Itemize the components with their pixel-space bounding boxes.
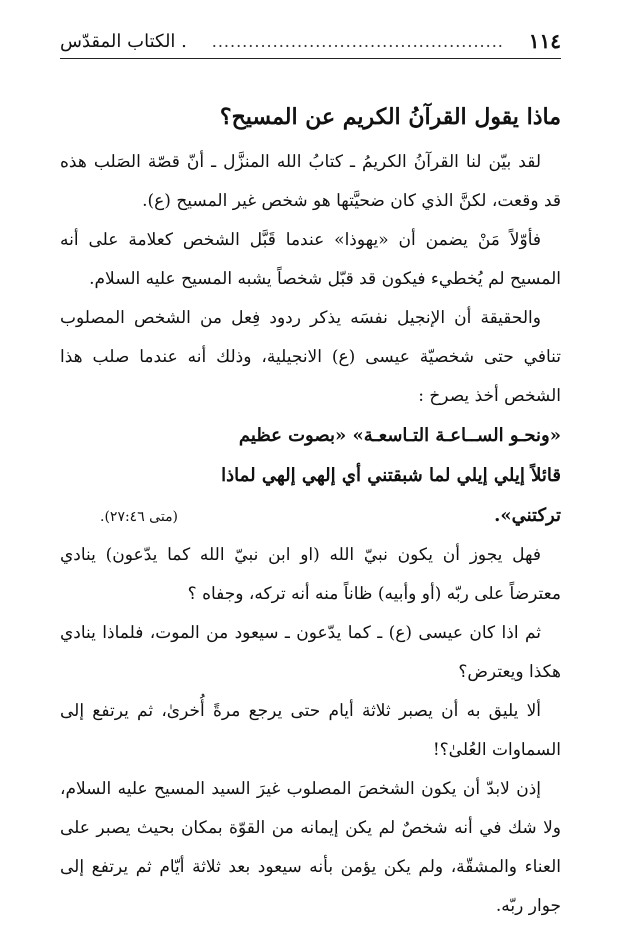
gospel-quote <box>60 416 561 536</box>
section-heading: ماذا يقول القرآنُ الكريم عن المسيح؟ <box>219 104 561 130</box>
quote-line-2: قائلاً إيلي إيلي لما شبقتني أي إلهي إلهي لماذا <box>221 465 561 486</box>
quote-citation: (متى ٢٧:٤٦). <box>100 509 179 525</box>
paragraph-3: والحقيقة أن الإنجيل نفسَه يذكر ردود فِعل من الشخص المصلوب تنافي حتى شخصيّة عيسى (ع) الانجيلية، وذلك أنه عندما صلب هذا الشخص أخذ يصرخ : <box>60 308 561 406</box>
page-header <box>60 24 561 59</box>
paragraph-1: لقد بيّن لنا القرآنُ الكريمُ ـ كتابُ الله المنزَّل ـ أنّ قصّة الصَلب هذه قد وقعت، لكنَّ الذي كان ضحيَّتها هو شخص غير المسيح (ع). <box>60 152 561 211</box>
quote-line-1: «ونحـو الســاعـة التـاسعـة» «بصوت عظيم <box>238 425 561 446</box>
running-title: . الكتاب المقدّس <box>60 30 187 52</box>
quote-last-row <box>60 496 561 536</box>
paragraph-2: فأوّلاً مَنْ يضمن أن «يهوذا» عندما قَبَّل الشخص كعلامة على أنه المسيح لم يُخطيء فيكون قد قبّل شخصاً يشبه المسيح عليه السلام. <box>60 230 561 289</box>
paragraph-6: ألا يليق به أن يصبر ثلاثة أيام حتى يرجع مرةً أُخرىٰ، ثم يرتفع إلى السماوات العُلىٰ؟! <box>60 701 561 760</box>
paragraph-7: إذن لابدّ أن يكون الشخصَ المصلوب غيرَ السيد المسيح عليه السلام، ولا شك في أنه شخصٌ لم يكن إيمانه من القوّة بمكان بحيث يصبر على العناء والمشقّة، ولم يكن يؤمن بأنه سيعود بعد ثلاثة أيّام ثم يرتفع إلى جوار ربّه. <box>60 779 561 916</box>
quote-line-3: تركتني». <box>494 505 561 526</box>
page-body <box>60 95 561 926</box>
paragraph-5: ثم اذا كان عيسى (ع) ـ كما يدّعون ـ سيعود من الموت، فلماذا ينادي هكذا ويعترض؟ <box>60 623 561 682</box>
page-number: ١١٤ <box>528 29 561 53</box>
paragraph-4: فهل يجوز أن يكون نبيّ الله (او ابن نبيّ الله كما يدّعون) ينادي معترضاً على ربّه (أو وأبيه) ظاناً منه أنه تركه، وجفاه ؟ <box>60 545 561 604</box>
header-leader-dots: ................................................ <box>211 31 504 51</box>
